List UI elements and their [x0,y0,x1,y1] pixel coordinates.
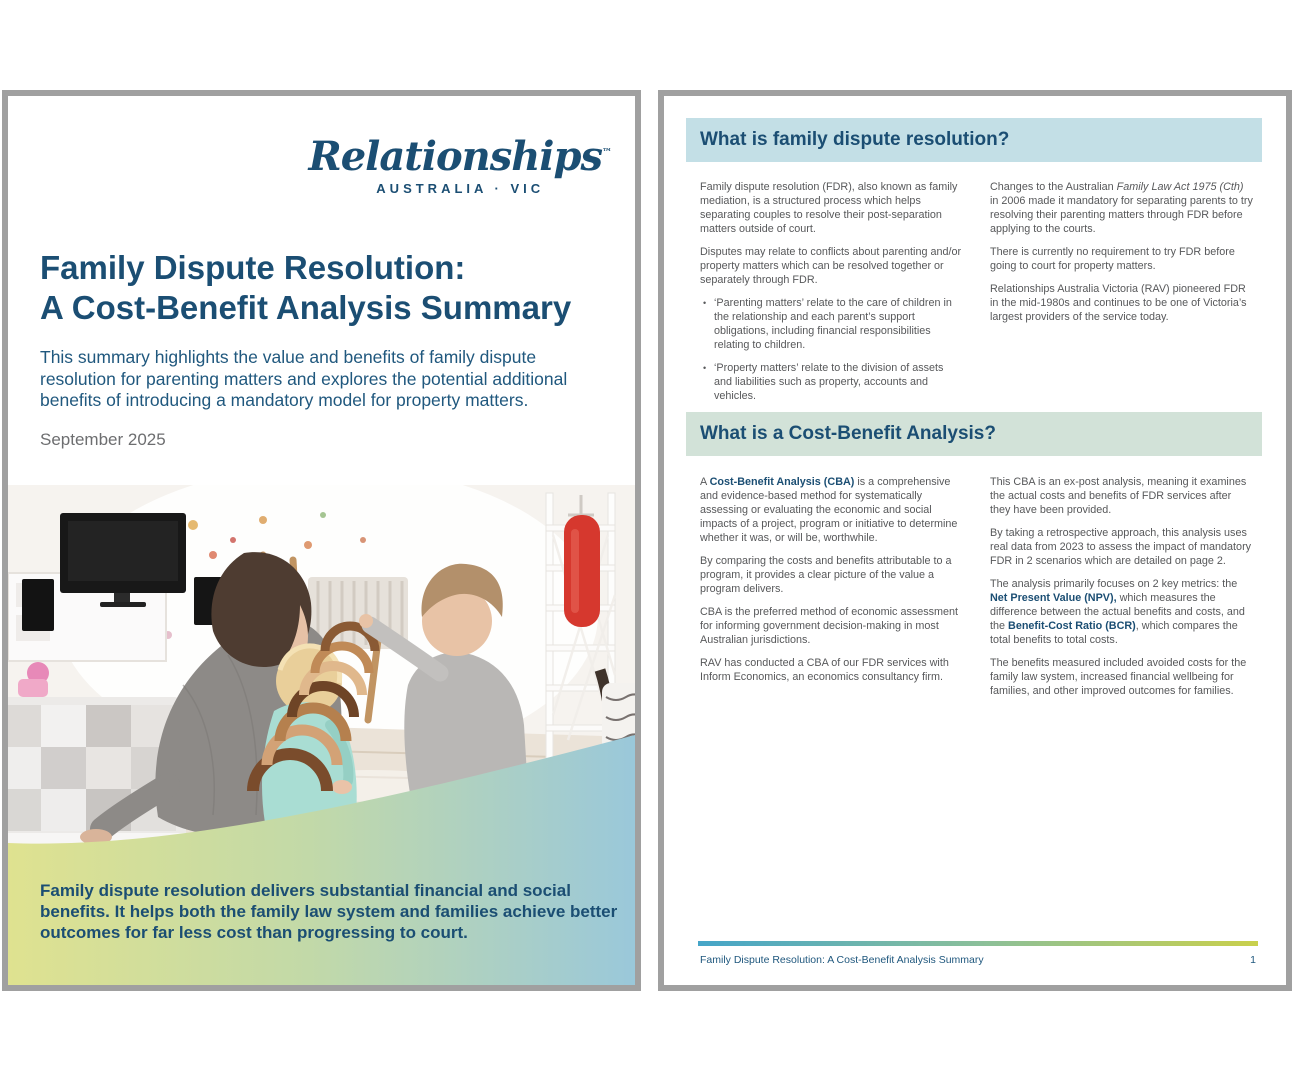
cover-banner-text: Family dispute resolution delivers substantial financial and social benefits. It helps both the family law system and families achieve better outcomes for far less cost than progressing to court. [40,881,618,942]
paragraph: CBA is the preferred method of economic assessment for informing government decision-making in most Australian jurisdictions. [700,606,959,646]
paragraph: By comparing the costs and benefits attributable to a program, it provides a clear picture of the value a program delivers. [700,555,952,595]
bullet-dot: • [703,298,707,308]
content-page [658,90,1292,991]
fdr-right-column [990,180,1254,333]
cba-right-column [990,475,1254,707]
paragraph: Family dispute resolution (FDR), also known as family mediation, is a structured process which helps separating couples to resolve their post-separation matters outside of court. [700,181,958,235]
cover-banner [8,735,635,985]
paragraph: A Cost-Benefit Analysis (CBA) is a comprehensive and evidence-based method for systematically assessing or evaluating the economic and social impacts of a project, program or initiative to determine whether it was, or will be, worthwhile. [700,476,958,544]
page-footer [700,954,1256,966]
paragraph: RAV has conducted a CBA of our FDR services with Inform Economics, an economics consultancy firm. [700,657,949,683]
paragraph: The analysis primarily focuses on 2 key metrics: the Net Present Value (NPV), which measures the difference between the actual benefits and costs, and the Benefit-Cost Ratio (BCR), which compares the total benefits to total costs. [990,578,1245,646]
paragraph: By taking a retrospective approach, this analysis uses real data from 2023 to assess the impact of mandatory FDR in 2 scenarios which are detailed on page 2. [990,527,1252,567]
paragraph: There is currently no requirement to try FDR before going to court for property matters. [990,246,1235,272]
paragraph: Disputes may relate to conflicts about parenting and/or property matters which can be resolved together or separately through FDR. [700,246,962,286]
cba-left-column [700,475,964,693]
paragraph: Relationships Australia Victoria (RAV) pioneered FDR in the mid-1980s and continues to be one of Victoria’s largest providers of the service today. [990,283,1247,323]
bullet-item: • ‘Property matters’ relate to the division of assets and liabilities such as property, accounts and vehicles. [700,361,964,403]
cover-date: September 2025 [40,430,166,449]
logo-subbrand: AUSTRALIA · VIC [376,181,545,196]
trademark-symbol: ™ [602,147,612,159]
cover-title-line1: Family Dispute Resolution: [40,249,466,286]
bullet-item: • ‘Parenting matters’ relate to the care of children in the relationship and each parent’s support obligations, including financial responsibilities relating to children. [700,296,964,352]
paragraph: The benefits measured included avoided costs for the family law system, increased financial wellbeing for families, and other improved outcomes for families. [990,657,1247,697]
cover-page [2,90,641,991]
cover-title-line2: A Cost-Benefit Analysis Summary [40,288,572,326]
logo-wordmark: Relationships™ [308,133,612,180]
footer-gradient-rule [698,941,1258,946]
paragraph: This CBA is an ex-post analysis, meaning it examines the actual costs and benefits of FDR services after they have been provided. [990,476,1247,516]
relationships-australia-vic-logo [308,133,612,196]
cover-subtitle: This summary highlights the value and benefits of family dispute resolution for parenting matters and explores the potential additional benefits of introducing a mandatory model for property matters. [40,347,568,411]
paragraph: Changes to the Australian Family Law Act 1975 (Cth) in 2006 made it mandatory for separating parents to try resolving their parenting matters through FDR before applying to the courts. [990,181,1253,235]
section-heading-fdr: What is family dispute resolution? [686,118,1262,162]
section-heading-cba: What is a Cost-Benefit Analysis? [686,412,1262,456]
bullet-dot: • [703,363,707,373]
footer-page-number: 1 [1250,954,1256,966]
footer-title: Family Dispute Resolution: A Cost-Benefit Analysis Summary [700,954,984,966]
banner-curve [8,735,635,985]
fdr-left-column [700,180,964,412]
cover-title [40,248,600,327]
